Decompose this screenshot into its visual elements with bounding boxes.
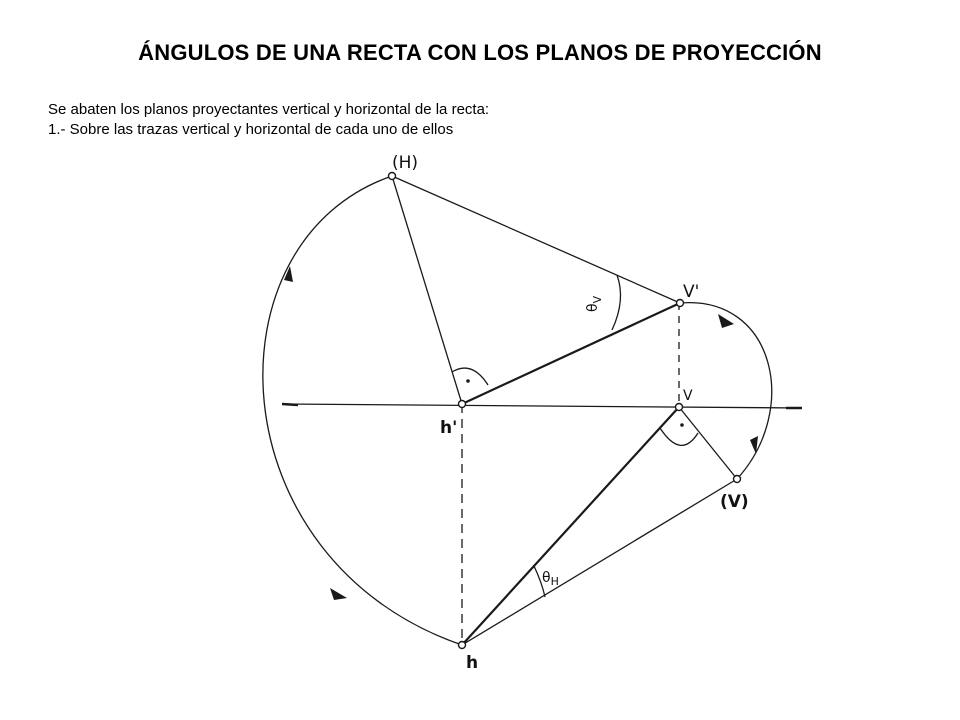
theta-h-symbol: θ [542, 570, 551, 586]
label-V: V [683, 388, 693, 404]
point-V [676, 404, 683, 411]
label-theta-h [542, 570, 559, 588]
label-V-prime: V' [683, 282, 700, 302]
theta-v-subscript: V [591, 295, 604, 304]
segment-h-V [462, 407, 679, 645]
theta-h-subscript: H [550, 575, 559, 588]
slide-title: ÁNGULOS DE UNA RECTA CON LOS PLANOS DE PROYECCIÓN [138, 40, 822, 65]
arrow-arc-V-upper-icon [718, 314, 734, 328]
ground-line-left-tick [282, 404, 298, 405]
theta-v-symbol: θ [585, 303, 601, 312]
point-H-rot [389, 173, 396, 180]
rotation-arc-H [263, 176, 462, 645]
segment-hprime-Vprime [462, 303, 680, 404]
arrow-arc-lower-icon [330, 588, 347, 600]
segment-V-Vrot [679, 407, 737, 479]
point-h [459, 642, 466, 649]
segment-H-Vprime [392, 176, 680, 303]
label-V-rot: (V) [720, 492, 749, 512]
right-angle-arc-V [660, 428, 698, 445]
label-h: h [466, 653, 479, 673]
rotation-arc-V [680, 303, 772, 479]
label-H-rot: (H) [392, 153, 419, 173]
arrow-arc-upper-icon [284, 266, 293, 282]
right-angle-arc-hprime [452, 368, 488, 385]
segment-hprime-H [392, 176, 462, 404]
intro-line-2: 1.- Sobre las trazas vertical y horizontal de cada uno de ellos [48, 121, 454, 138]
label-h-prime: h' [440, 418, 458, 438]
angle-arc-theta-v [612, 275, 621, 330]
point-h-prime [459, 401, 466, 408]
point-V-rot [734, 476, 741, 483]
right-angle-dot-hprime [466, 379, 470, 383]
label-theta-v [585, 295, 604, 312]
intro-line-1: Se abaten los planos proyectantes vertical y horizontal de la recta: [48, 101, 490, 118]
right-angle-dot-V [680, 423, 684, 427]
segment-h-Vrot [462, 479, 737, 645]
ground-line [282, 404, 802, 408]
